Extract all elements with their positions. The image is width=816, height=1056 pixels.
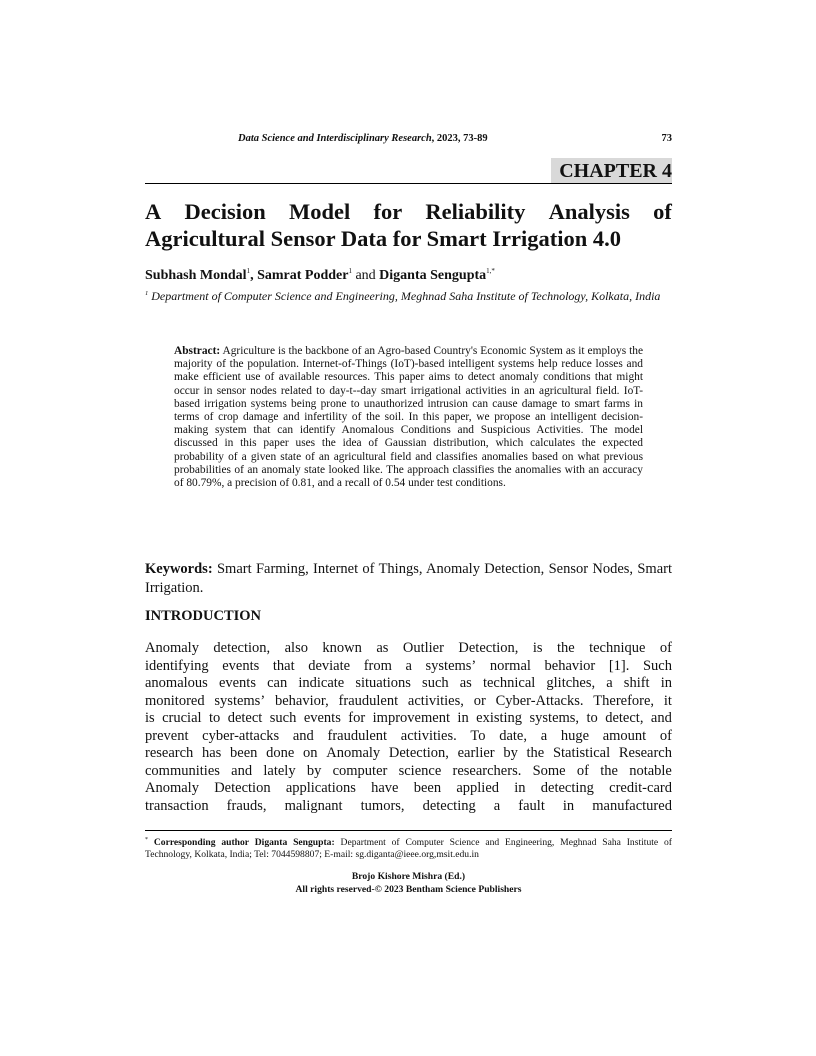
author-list	[145, 262, 672, 285]
author-separator: ,	[250, 268, 258, 283]
body-line: transaction frauds, malignant tumors, detecting a fault in manufactured	[145, 797, 672, 814]
keywords-label: Keywords:	[145, 561, 213, 577]
keywords-text: Smart Farming, Internet of Things, Anomaly Detection, Sensor Nodes, Smart Irrigation.	[145, 561, 672, 596]
editor-line: Brojo Kishore Mishra (Ed.)	[351, 871, 466, 882]
paper-title	[145, 198, 672, 252]
title-word: Analysis	[548, 199, 630, 224]
body-line: is crucial to detect such events for improvement in existing systems, to detect, and	[145, 710, 672, 726]
footnote-text: Department of Computer Science and Engineering, Meghnad Saha Institute of Technology, Kolkata, India; Tel: 7044598807; E-mail: sg.diganta@ieee.org,msit.edu.in	[145, 837, 672, 860]
body-line: research has been done on Anomaly Detection, earlier by the Statistical Research	[145, 745, 672, 761]
body-line: prevent cyber-attacks and fraudulent activities. To date, a huge amount of	[145, 727, 672, 744]
author-separator: and	[351, 268, 380, 283]
body-line: identifying events that deviate from a systems’ normal behavior [1]. Such	[145, 657, 672, 674]
publisher-block	[145, 870, 672, 896]
footnote: * Corresponding author Diganta Sengupta: Department of Computer Science and Engineering, Meghnad Saha Institute of Technology, Kolkata, India; Tel: 7044598807; E-mail: sg.diganta@ieee.org,msit.edu.in	[145, 837, 672, 860]
footnote-label: Corresponding author Diganta Sengupta:	[153, 837, 335, 848]
title-word: Model	[288, 199, 351, 224]
author-affiliation-mark: 1,*	[486, 267, 495, 275]
title-line-2: Agricultural Sensor Data for Smart Irrigation 4.0	[145, 226, 621, 251]
section-heading-introduction: INTRODUCTION	[145, 608, 262, 624]
page-number: 73	[661, 133, 672, 144]
chapter-rule	[145, 183, 672, 184]
title-word: of	[653, 199, 672, 224]
abstract	[174, 345, 643, 490]
body-line: Anomaly detection, also known as Outlier Detection, is the technique of	[145, 640, 672, 656]
body-line: anomalous events can indicate situations such as technical glitches, a shift in	[145, 675, 672, 691]
title-word: Reliability	[425, 199, 526, 224]
author-affiliation-mark: 1	[246, 267, 251, 275]
abstract-text: Agriculture is the backbone of an Agro-based Country's Economic System as it employs the majority of the population. Internet-of-Things (IoT)-based intelligent systems help reduce losses and make efficient use of available resources. This paper aims to detect anomaly conditions that might occur in sensor nodes related to day-t--day smart irrigational activities in an agricultural field. IoT-based irrigation systems being prone to unauthorized intrusion can cause damage to smart farms in terms of crop damage and infertility of the soil. In this paper, we propose an intelligent decision-making system that can identify Anomalous Conditions and Suspicious Activities. The model discussed in this paper uses the idea of Gaussian distribution, which calculates the expected probability of a given state of an agricultural field and classifies anomalies based on what previous probabilities of an anomaly state looked like. The approach classifies the anomalies with an accuracy of 80.79%, a precision of 0.81, and a recall of 0.54 under test conditions.	[174, 345, 643, 490]
keywords	[145, 560, 672, 598]
author-name: Samrat Podder	[257, 268, 349, 283]
title-word: Decision	[184, 199, 266, 224]
author-name: Subhash Mondal	[145, 268, 247, 283]
abstract-label: Abstract:	[174, 345, 221, 357]
chapter-label: CHAPTER 4	[551, 158, 672, 184]
journal-citation: Data Science and Interdisciplinary Research, 2023, 73-89	[238, 133, 488, 144]
title-line-1	[145, 198, 672, 225]
title-word: A	[145, 199, 162, 224]
footnote-rule	[145, 830, 672, 831]
introduction-body	[145, 640, 672, 815]
rights-line: All rights reserved-© 2023 Bentham Science Publishers	[295, 884, 522, 895]
body-line: communities and lately by computer science researchers. Some of the notable	[145, 762, 672, 779]
running-head	[145, 133, 672, 149]
affiliation: $^1$ Department of Computer Science and Engineering, Meghnad Saha Institute of Technology, Kolkata, India	[145, 289, 661, 303]
body-line: Anomaly Detection applications have been applied in detecting credit-card	[145, 780, 672, 796]
body-line: monitored systems’ behavior, fraudulent activities, or Cyber-Attacks. Therefore, it	[145, 692, 672, 709]
author-name: Diganta Sengupta	[379, 268, 487, 283]
title-word: for	[373, 199, 403, 224]
author-affiliation-mark: 1	[348, 267, 352, 275]
